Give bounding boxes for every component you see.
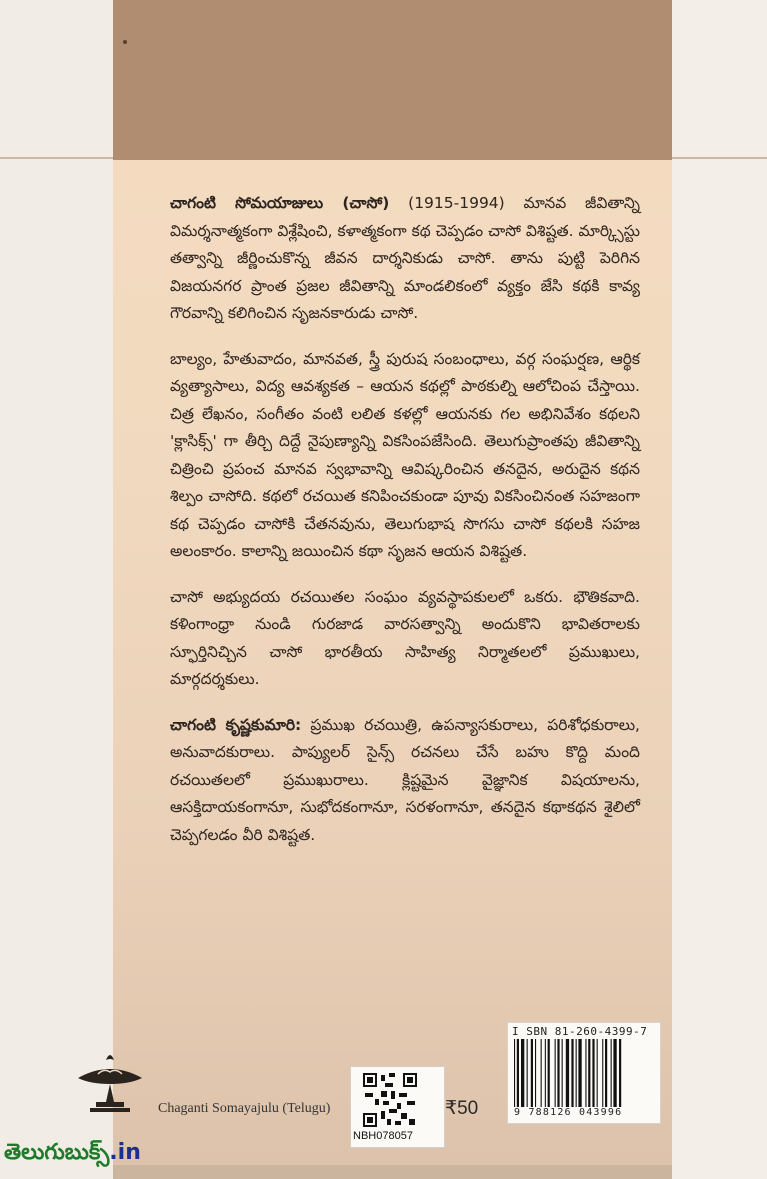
site-watermark <box>4 1140 141 1170</box>
barcode-number: 9 788126 043996 <box>514 1107 623 1118</box>
paragraph-2: బాల్యం, హేతువాదం, మానవత, స్త్రీ పురుష సంబంధాలు, వర్గ సంఘర్షణ, ఆర్థిక వ్యత్యాసాలు, విద్య ఆవశ్యకత – ఆయన కథల్లో పాఠకుల్ని ఆలోచింప చేస్తాయి. చిత్ర లేఖనం, సంగీతం వంటి లలిత కళల్లో ఆయనకు గల అభినివేశం కథలని 'క్లాసిక్స్' గా తీర్చి దిద్దే నైపుణ్యాన్ని వికసింపజేసింది. తెలుగుప్రాంతపు జీవితాన్ని చిత్రించి ప్రపంచ మానవ స్వభావాన్ని ఆవిష్కరించిన తనదైన, అరుదైన కథన శిల్పం చాసోది. కథలో రచయిత కనిపించకుండా పూవు వికసించినంత సహజంగా కథ చెప్పడం చాసోకి చేతనవును, తెలుగుభాష సొగసు చాసో కథలకి సహజ అలంకారం. కాలాన్ని జయించిన కథా సృజన ఆయన విశిష్టత. <box>170 349 640 560</box>
qr-sticker <box>350 1066 445 1148</box>
blurb-text <box>170 190 640 867</box>
qr-code-icon <box>361 1071 419 1129</box>
watermark-part-1: తెలుగుబుక్స్ <box>4 1140 110 1165</box>
top-color-band <box>113 0 672 160</box>
barcode-icon <box>514 1039 654 1107</box>
watermark-part-2: .in <box>109 1140 141 1165</box>
isbn-barcode-box <box>507 1022 661 1124</box>
price: ₹50 <box>445 1098 479 1119</box>
sahitya-logo-icon <box>70 1050 150 1120</box>
right-page-edge <box>672 0 767 1179</box>
isbn-label: I SBN 81-260-4399-7 <box>512 1025 648 1038</box>
qr-code-label: NBH078057 <box>353 1130 413 1142</box>
paragraph-4-text: ప్రముఖ రచయిత్రి, ఉపన్యాసకురాలు, పరిశోధకురాలు, అనువాదకురాలు. పాప్యులర్ సైన్స్ రచనలు చేసే బహు కొద్ది మంది రచయితలలో ప్రముఖురాలు. క్లిష్టమైన వైజ్ఞానిక విషయాలను, ఆసక్తిదాయకంగానూ, సుభోదకంగానూ, సరళంగానూ, తనదైన కథాకథన శైలిలో చెప్పగలడం వీరి విశిష్టత. <box>170 715 640 844</box>
translator-name: చాగంటి కృష్ణకుమారి: <box>170 715 302 734</box>
bottom-strip <box>113 1165 672 1179</box>
paragraph-1-text: (1915-1994) మానవ జీవితాన్ని విమర్శనాత్మకంగా విశ్లేషించి, కళాత్మకంగా కథ చెప్పడం చాసో విశిష్టత. మార్క్సిస్టు తత్వాన్ని జీర్ణించుకొన్న జీవన దార్శనికుడు చాసో. తాను పుట్టి పెరిగిన విజయనగర ప్రాంత ప్రజల జీవితాన్ని మాండలికంలో వ్యక్తం జేసి కథకి కావ్య గౌరవాన్ని కలిగించిన సృజనకారుడు చాసో. <box>170 194 640 322</box>
author-name: చాగంటి సోమయాజులు (చాసో) <box>170 194 390 212</box>
paragraph-1 <box>170 190 640 328</box>
paragraph-4 <box>170 712 640 850</box>
left-page-edge <box>0 0 113 1179</box>
paragraph-3: చాసో అభ్యుదయ రచయితల సంఘం వ్యవస్థాపకులలో ఒకరు. భౌతికవాది. కళింగాంధ్రా నుండి గురజాడ వారసత్వాన్ని అందుకొని భావితరాలకు స్ఫూర్తినిచ్చిన చాసో భారతీయ సాహిత్య నిర్మాతలలో ప్రముఖులు, మార్గదర్శకులు. <box>170 587 640 688</box>
book-title-english: Chaganti Somayajulu (Telugu) <box>158 1101 331 1116</box>
